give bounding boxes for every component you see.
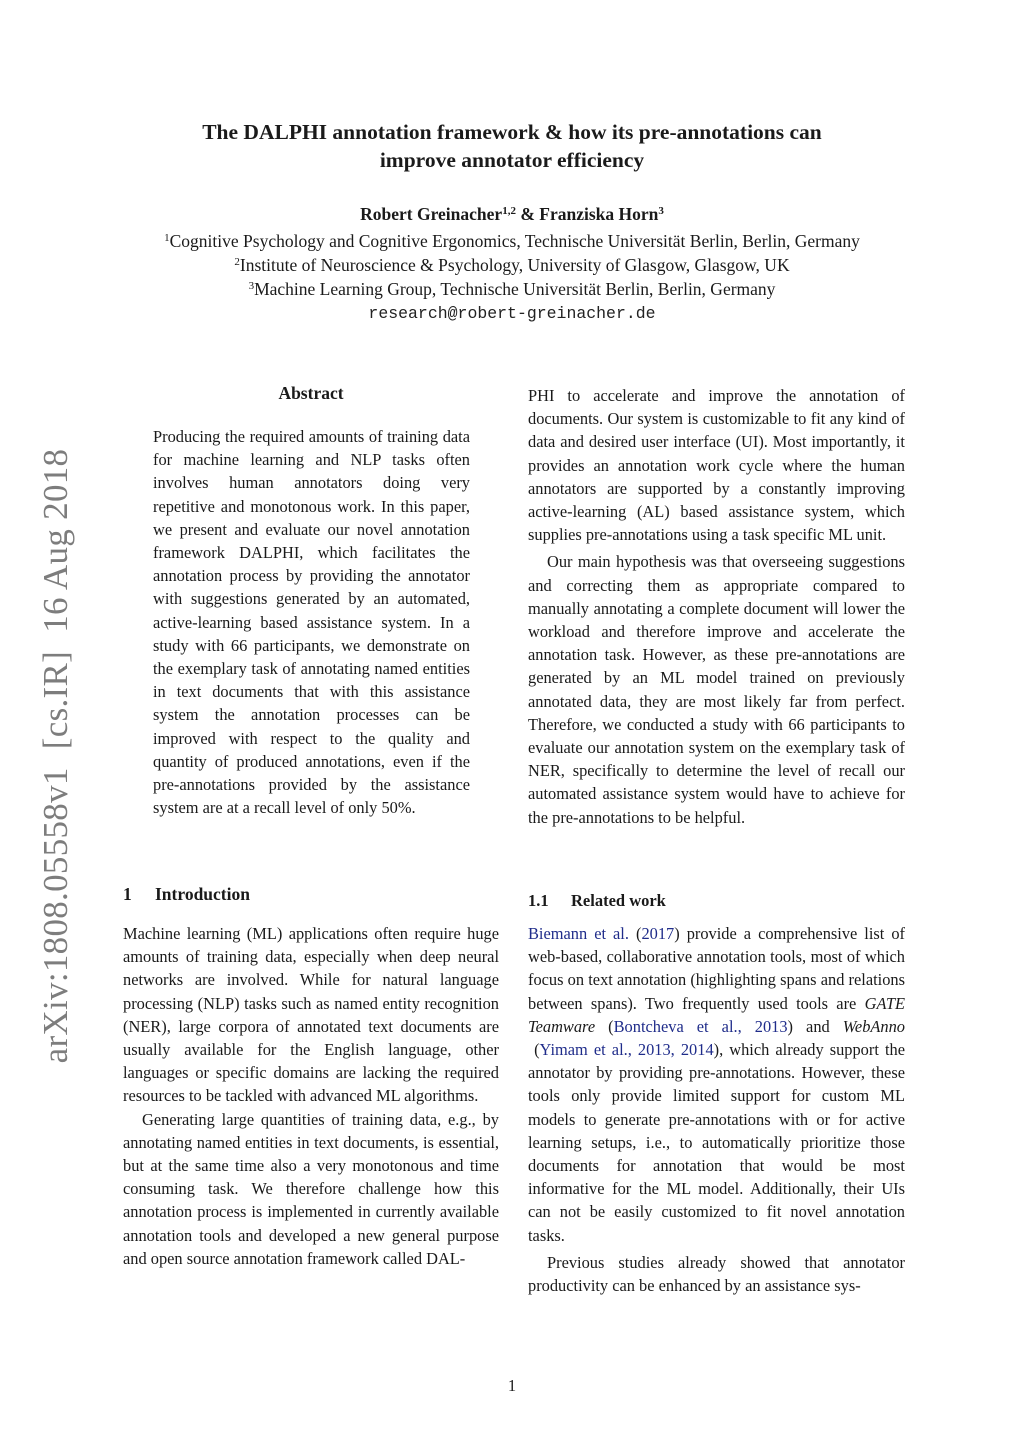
related-work-body [528, 922, 905, 1297]
title-line-1: The DALPHI annotation framework & how its pre-annotations can [202, 120, 822, 144]
intro-paragraph-3: PHI to accelerate and improve the annotation of documents. Our system is customizable to fit any kind of data and desired user interface (UI). Most importantly, it provides an annotation work cycle where the human annotators are supported by a constantly improving active-learning (AL) based assistance system, which supplies pre-annotations using a task specific ML unit. [528, 386, 905, 545]
section-title: Introduction [155, 884, 250, 904]
authors [100, 204, 924, 225]
paper-title [100, 118, 924, 174]
abstract-body [153, 425, 470, 819]
title-line-2: improve annotator efficiency [379, 148, 645, 172]
arxiv-stamp-text: arXiv:1808.05558v1 [cs.IR] 16 Aug 2018 [36, 448, 75, 1064]
related-paragraph-2: Previous studies already showed that annotator productivity can be enhanced by an assistance sys- [528, 1252, 905, 1296]
affiliation-2 [60, 255, 964, 276]
subsection-title: Related work [571, 891, 666, 910]
citation-biemann-year[interactable]: 2017 [641, 924, 675, 943]
related-paragraph-1 [528, 922, 905, 1247]
author-1-affiliation: 1,2 [502, 205, 516, 217]
tool-webanno: WebAnno [842, 1016, 905, 1036]
intro-paragraph-4: Our main hypothesis was that overseeing suggestions and correcting them as appropriate compared to manually annotating a complete document will lower the workload and therefore improve and accelerate the annotation task. However, as these pre-annotations are generated by an ML model trained on previously annotated data, they are most likely far from perfect. Therefore, we conducted a study with 66 participants to evaluate our annotation system on the exemplary task of NER, specifically to determine the level of recall our automated assistance system would have to achieve for the pre-annotations to be helpful. [528, 552, 905, 827]
author-2: Franziska Horn [539, 204, 659, 224]
text-fragment: ) and [787, 1016, 843, 1036]
affiliation-3-text: Machine Learning Group, Technische Universität Berlin, Berlin, Germany [254, 279, 776, 299]
affiliation-2-text: Institute of Neuroscience & Psychology, University of Glasgow, Glasgow, UK [239, 255, 790, 275]
affiliation-3-marker: 3 [248, 280, 255, 292]
abstract-text: Producing the required amounts of training data for machine learning and NLP tasks often involves human annotators doing very repetitive and monotonous work. In this paper, we present and evaluate our novel annotation framework DALPHI, which facilitates the annotation process by providing the annotator with suggestions generated by an automated, active-learning based assistance system. In a study with 66 participants, we demonstrate on the exemplary task of annotating named entities in text documents that with this assistance system the annotation processes can be improved with respect to the quality and quantity of produced annotations, even if the pre-annotations provided by the assistance system are at a recall level of only 50%. [153, 427, 470, 818]
affiliation-1-text: Cognitive Psychology and Cognitive Ergonomics, Technische Universität Berlin, Berlin, Germany [169, 231, 860, 251]
citation-bontcheva[interactable]: Bontcheva et al., 2013 [613, 1016, 788, 1036]
author-email[interactable]: research@robert-greinacher.de [368, 304, 656, 323]
intro-paragraph-1: Machine learning (ML) applications often require huge amounts of training data, especially when deep neural networks are involved. While for natural language processing (NLP) tasks such as named entity recognition (NER), large corpora of annotated text documents are usually available for the English language, other languages or specific domains are lacking the required resources to be tackled with advanced ML algorithms. [123, 924, 499, 1106]
text-fragment: ) provide a comprehensive list of web-based, collaborative annotation tools, most of which focus on text annotation (highlighting spans and relations between spans). Two frequently used tools are [528, 924, 906, 1013]
tool-gate-teamware: GATE Teamware [528, 993, 905, 1036]
author-1: Robert Greinacher [360, 204, 503, 224]
affiliation-1 [60, 231, 964, 252]
intro-paragraph-2: Generating large quantities of training data, e.g., by annotating named entities in text documents, is essential, but at the same time also a very monotonous and time consuming task. We therefore challenge how this annotation process is implemented in currently available annotation tools and developed a new general purpose and open source annotation framework called DAL- [123, 1109, 499, 1268]
text-fragment: ( [528, 1040, 540, 1060]
affiliation-1-marker: 1 [164, 232, 170, 244]
author-2-affiliation: 3 [658, 205, 664, 217]
citation-biemann[interactable]: Biemann et al. [528, 924, 629, 943]
intro-right-column [528, 384, 905, 829]
citation-yimam[interactable]: Yimam et al., 2013, 2014 [539, 1040, 714, 1060]
text-fragment: ), which already support the annotator by providing pre-annotations. However, these tools only provide limited support for custom ML models to generate pre-annotations with or for active learning setups, i.e., to automatically prioritize those documents for annotation that would be most informative for the ML model. Additionally, their UIs can not be easily customized to fit novel annotation tasks. [528, 1040, 905, 1245]
subsection-heading-related-work [528, 891, 666, 911]
intro-left-column [123, 922, 499, 1270]
affiliation-3 [60, 279, 964, 300]
subsection-number: 1.1 [528, 891, 549, 910]
text-fragment: ( [628, 924, 642, 943]
author-separator: & [515, 204, 540, 224]
text-fragment: ( [595, 1016, 614, 1036]
abstract-heading: Abstract [278, 383, 344, 403]
affiliation-2-marker: 2 [234, 256, 240, 268]
section-heading-introduction [123, 884, 250, 905]
section-number: 1 [123, 884, 132, 904]
page-number: 1 [507, 1376, 517, 1395]
